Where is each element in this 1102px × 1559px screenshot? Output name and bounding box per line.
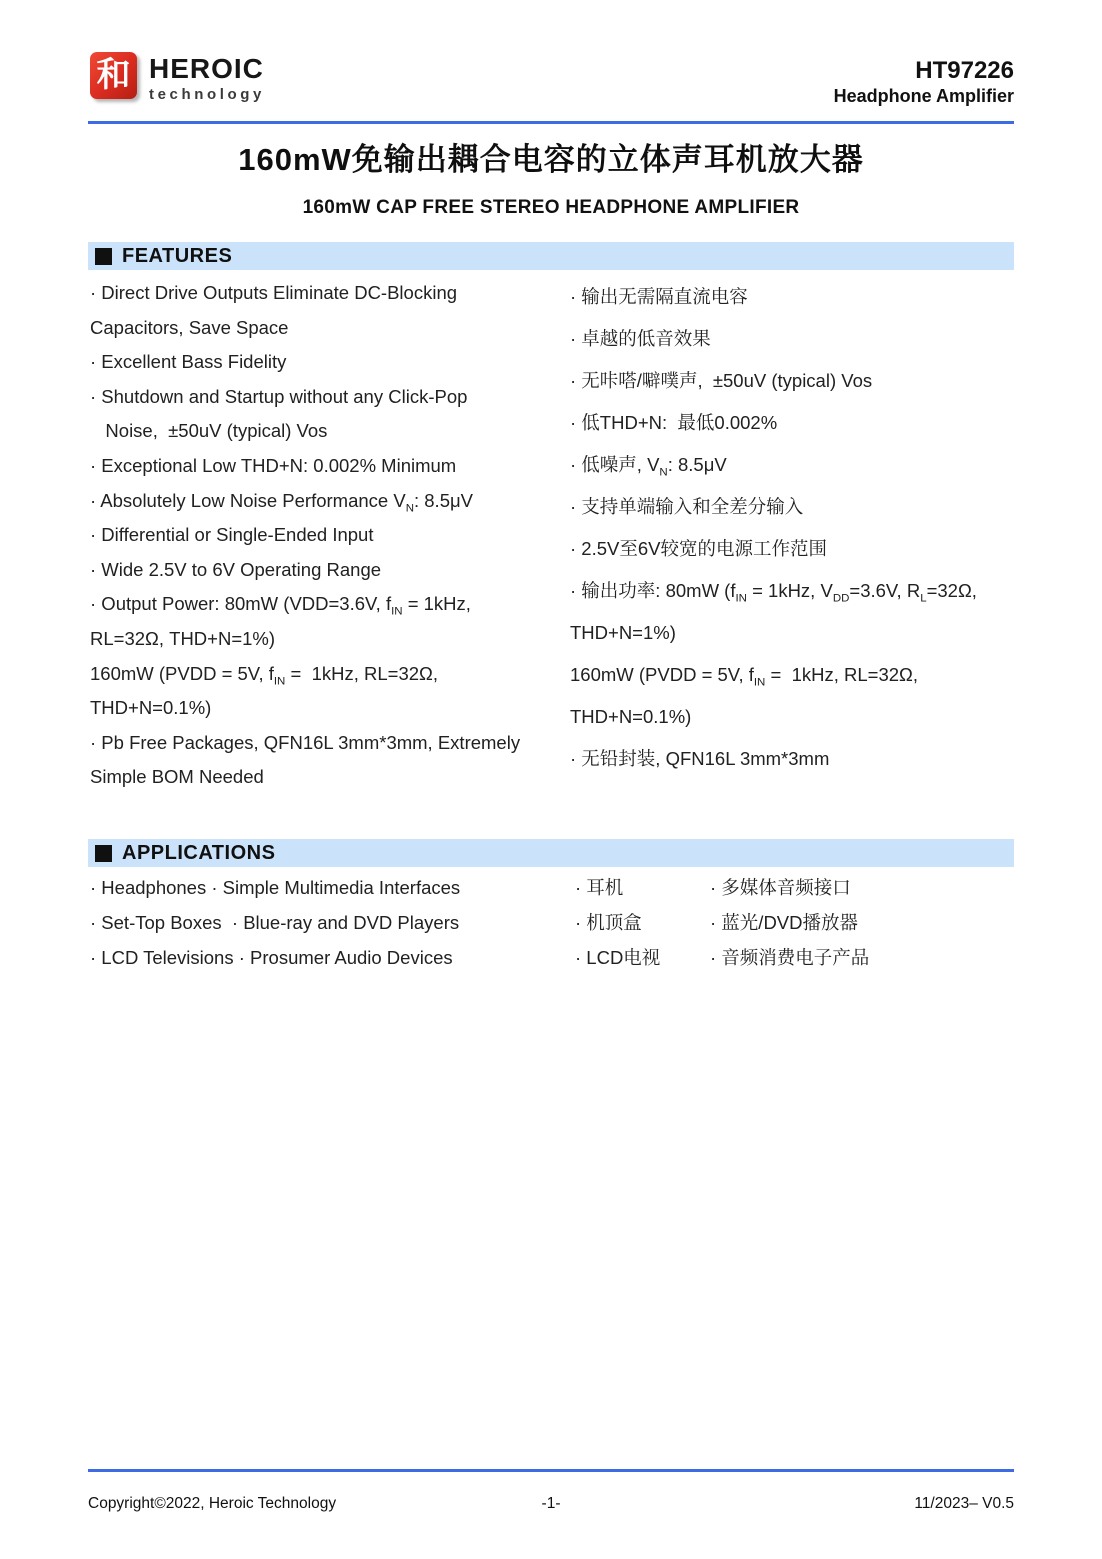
features-section-bar: [88, 242, 1014, 270]
applications-list-en: [90, 871, 576, 975]
application-line-zh: · LCD电视: [575, 946, 661, 968]
feature-line-en: · Wide 2.5V to 6V Operating Range: [90, 558, 382, 580]
applications-list-zh-2: [710, 871, 1014, 975]
header-part-info: [834, 58, 1014, 107]
feature-line-en: Simple BOM Needed: [90, 766, 264, 788]
section-square-icon: [95, 845, 112, 862]
feature-line-en: 160mW (PVDD = 5V, $f_{IN} = 1kHz$, RL=32Ω,: [90, 662, 438, 688]
footer-page-number: -1-: [541, 1495, 561, 1512]
page-title-zh: 160mW免输出耦合电容的立体声耳机放大器: [238, 142, 864, 177]
feature-line-zh: 160mW (PVDD = 5V, $f_{IN} = 1kHz$, RL=32Ω,: [570, 664, 918, 689]
brand-text: [149, 52, 265, 103]
feature-line-zh: THD+N=0.1%): [570, 706, 692, 727]
feature-line-zh: · 低噪声, $V_N$: 8.5μV: [570, 454, 727, 479]
application-line-zh: · 机顶盒: [575, 911, 642, 933]
feature-line-en: · Excellent Bass Fidelity: [90, 351, 287, 373]
seal-character: 和: [96, 56, 131, 94]
feature-line-zh: · 输出功率: 80mW ($f_{IN} = 1kHz$, $V_{DD}=3.6V$, $R_L=32\Omega$,: [570, 580, 977, 605]
feature-line-en: RL=32Ω, THD+N=1%): [90, 627, 276, 649]
header-rule: [88, 121, 1014, 124]
logo-seal-icon: [90, 52, 137, 99]
feature-line-en: Capacitors, Save Space: [90, 316, 289, 338]
features-heading: FEATURES: [122, 244, 233, 267]
brand-name: HEROIC: [149, 53, 264, 84]
features-list-zh: [570, 276, 1016, 780]
brand-subtitle: technology: [149, 86, 266, 103]
feature-line-en: · Exceptional Low THD+N: 0.002% Minimum: [90, 454, 457, 476]
feature-line-en: · Shutdown and Startup without any Click-Pop: [90, 385, 468, 407]
application-line-zh: · 音频消费电子产品: [710, 946, 870, 968]
application-line-en: · LCD Televisions · Prosumer Audio Devices: [90, 946, 453, 968]
applications-list-zh-1: [575, 871, 709, 975]
feature-line-en: · Pb Free Packages, QFN16L 3mm*3mm, Extremely: [90, 731, 521, 753]
feature-line-zh: · 支持单端输入和全差分输入: [570, 496, 804, 517]
application-line-zh: · 耳机: [575, 877, 624, 898]
applications-heading: APPLICATIONS: [122, 841, 276, 864]
feature-line-en: · Absolutely Low Noise Performance $V_N$: 8.5μV: [90, 489, 473, 515]
features-list-en: [90, 276, 576, 795]
feature-line-zh: · 输出无需隔直流电容: [570, 286, 748, 307]
product-type: Headphone Amplifier: [833, 86, 1014, 107]
applications-section-bar: [88, 839, 1014, 867]
feature-line-en: Noise, ±50uV (typical) Vos: [90, 420, 328, 442]
section-square-icon: [95, 248, 112, 265]
feature-line-en: · Direct Drive Outputs Eliminate DC-Blocking: [90, 282, 458, 303]
application-line-en: · Set-Top Boxes · Blue-ray and DVD Players: [90, 911, 460, 933]
application-line-en: · Headphones · Simple Multimedia Interfaces: [90, 877, 461, 898]
feature-line-en: · Output Power: 80mW (VDD=3.6V, $f_{IN} = 1kHz$,: [90, 593, 471, 619]
footer: [88, 1495, 1014, 1513]
feature-line-zh: THD+N=1%): [570, 622, 676, 643]
part-number: HT97226: [915, 57, 1014, 84]
feature-line-zh: · 无咔嗒/噼噗声, ±50uV (typical) Vos: [570, 370, 873, 391]
footer-version: 11/2023– V0.5: [914, 1495, 1015, 1512]
footer-copyright: Copyright©2022, Heroic Technology: [88, 1495, 337, 1512]
feature-line-zh: · 2.5V至6V较宽的电源工作范围: [570, 538, 827, 559]
feature-line-zh: · 卓越的低音效果: [570, 328, 711, 349]
company-logo: [90, 52, 265, 103]
footer-rule: [88, 1469, 1014, 1472]
page-title-en: 160mW CAP FREE STEREO HEADPHONE AMPLIFIER: [302, 197, 800, 218]
application-line-zh: · 多媒体音频接口: [710, 877, 851, 898]
feature-line-zh: · 无铅封装, QFN16L 3mm*3mm: [570, 748, 830, 769]
feature-line-en: THD+N=0.1%): [90, 697, 212, 719]
feature-line-en: · Differential or Single-Ended Input: [90, 524, 374, 546]
application-line-zh: · 蓝光/DVD播放器: [710, 911, 859, 933]
feature-line-zh: · 低THD+N: 最低0.002%: [570, 412, 778, 433]
